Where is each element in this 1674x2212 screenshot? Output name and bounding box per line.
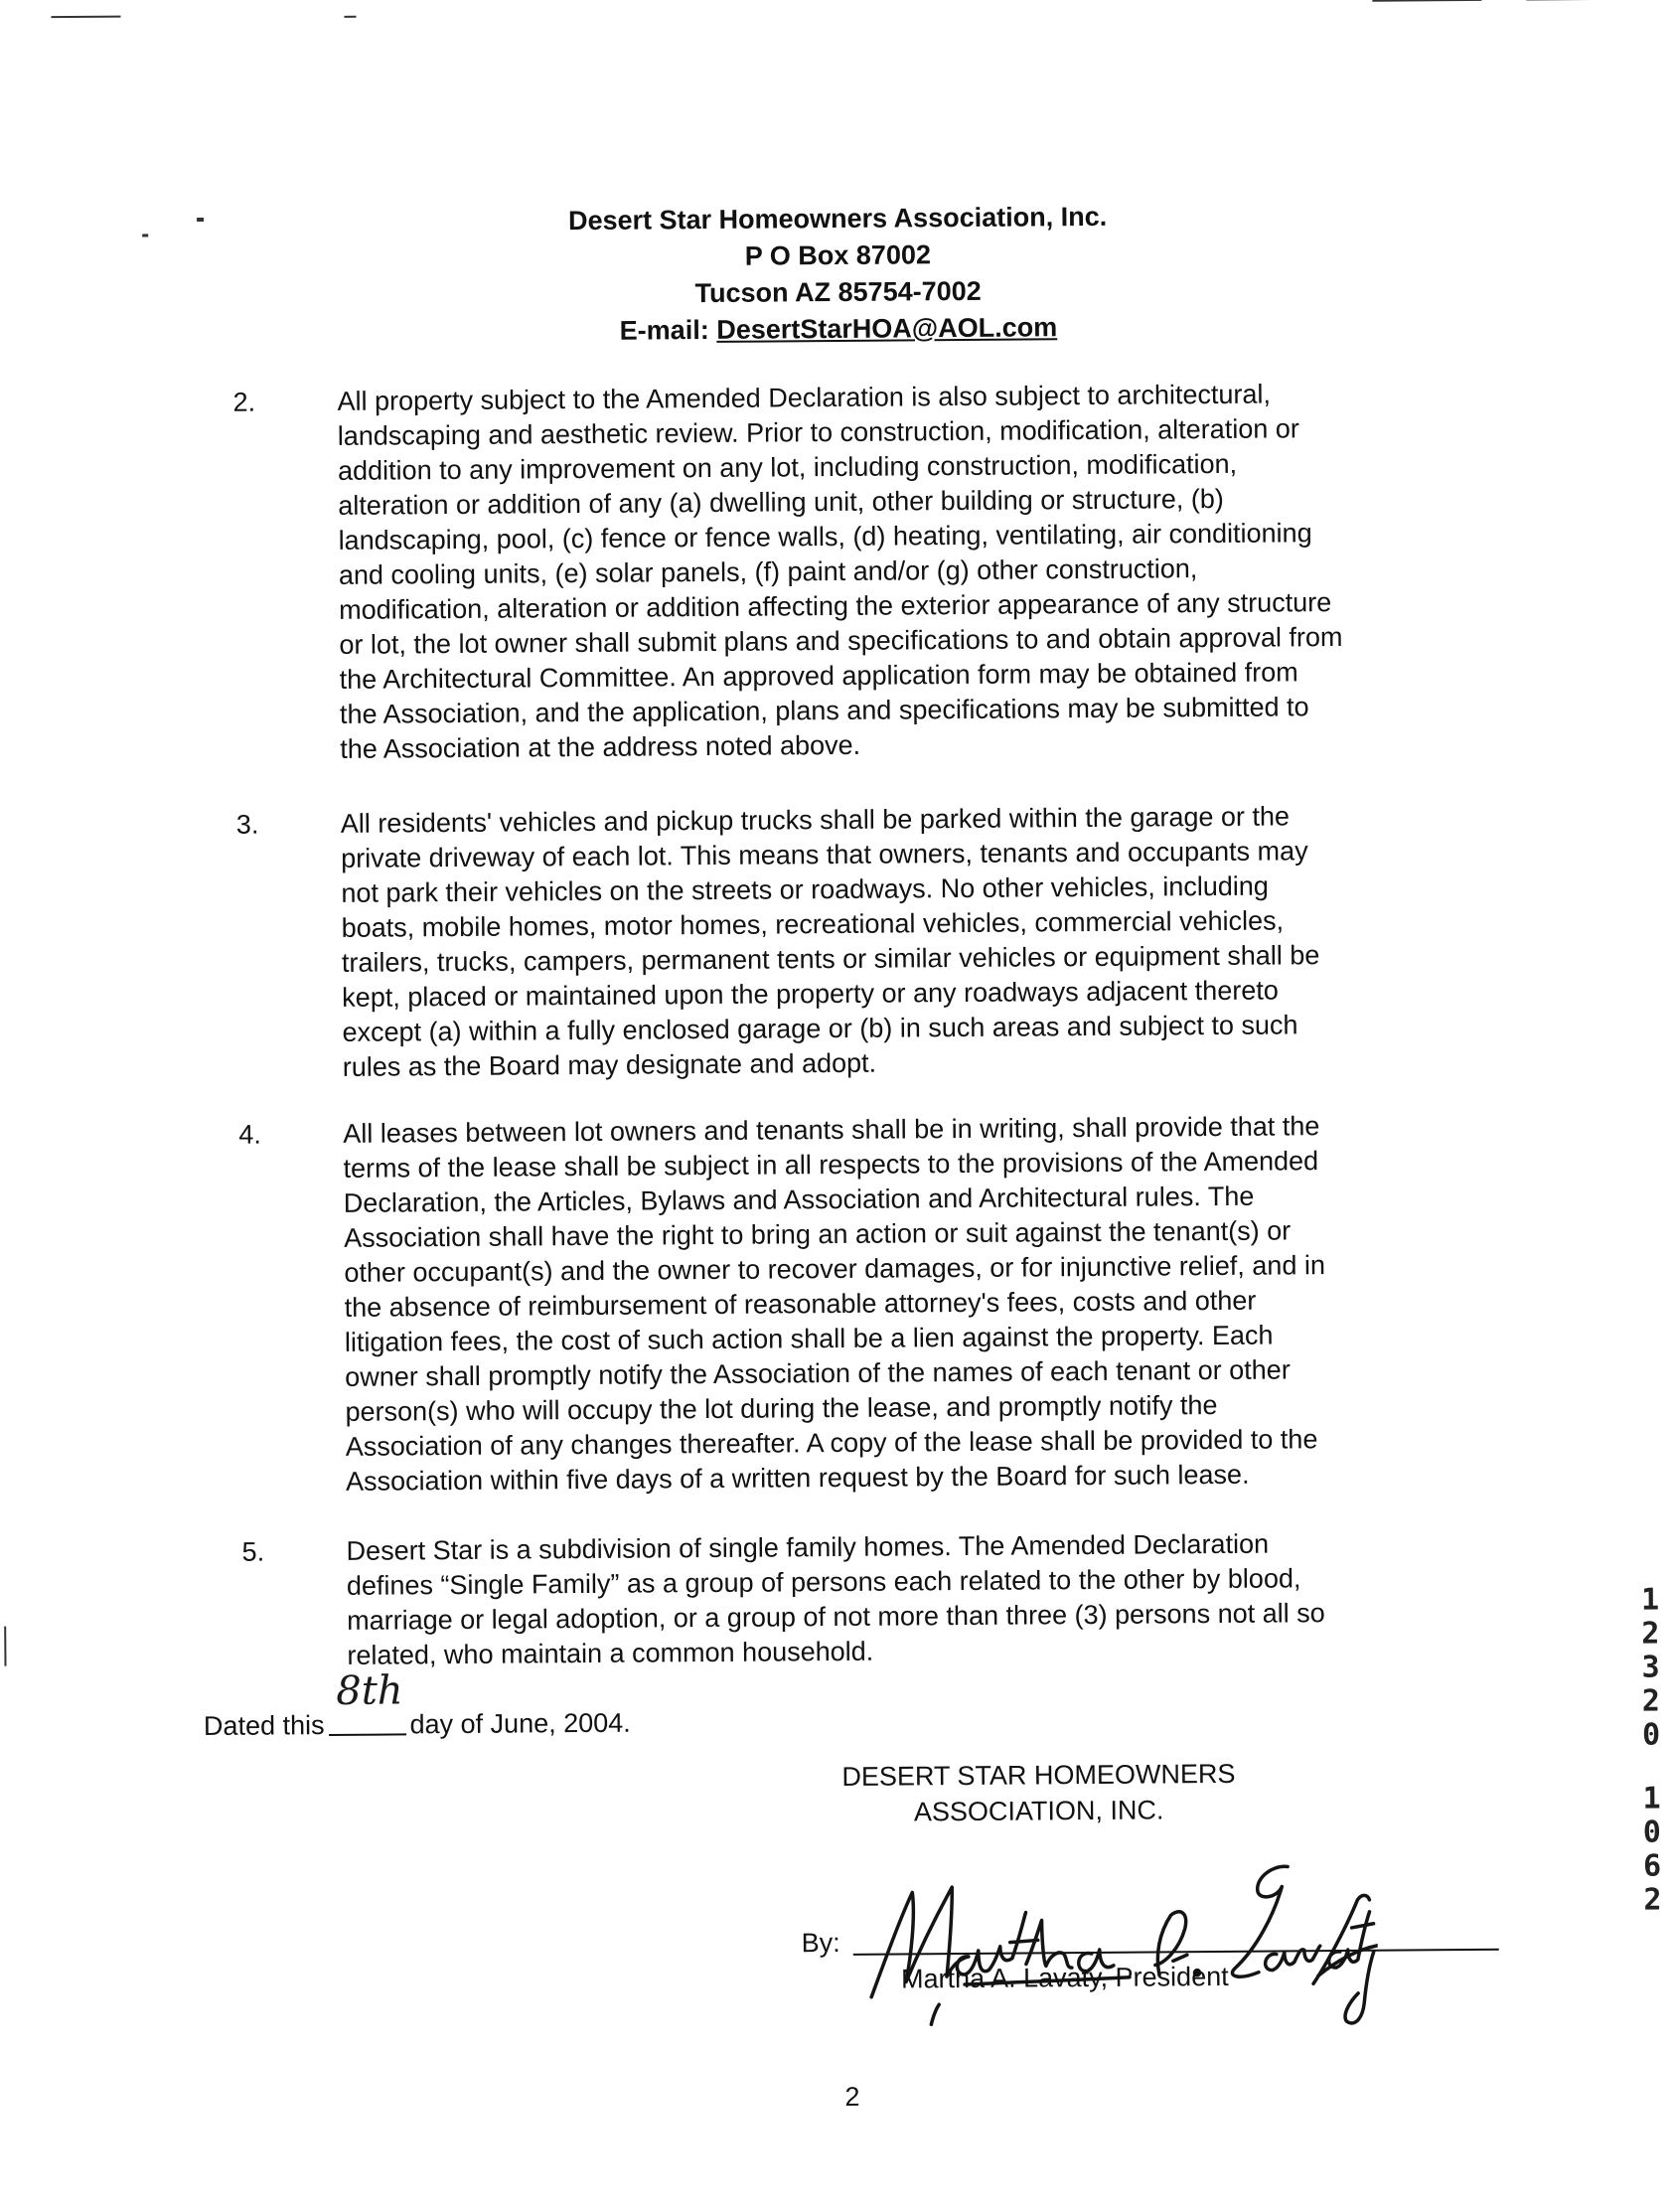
text-line: litigation fees, the cost of such action shall be a lien against the property. Each [344, 1320, 1274, 1357]
item-number: 2. [232, 387, 256, 417]
list-item [241, 1525, 1493, 1670]
item-text [346, 1525, 1489, 1673]
page-number: 2 [844, 2081, 860, 2112]
item-text [341, 798, 1485, 1085]
email-line [391, 307, 1286, 351]
text-line: alteration or addition of any (a) dwelling unit, other building or structure, (b) [338, 483, 1224, 521]
text-line: defines “Single Family” as a group of persons each related to the other by blood, [346, 1563, 1301, 1601]
list-item [235, 798, 1488, 1082]
list-item [232, 376, 1484, 764]
stamp-digit: 1 [1640, 1582, 1660, 1618]
item-number: 5. [241, 1536, 265, 1567]
text-line: person(s) who will occupy the lot during the lease, and promptly notify the [345, 1389, 1218, 1427]
dated-line [203, 1667, 631, 1744]
stamp-digit: 0 [1641, 1717, 1661, 1753]
text-line: private driveway of each lot. This means that owners, tenants and occupants may [341, 836, 1308, 873]
text-line: modification, alteration or addition affecting the exterior appearance of any structure [339, 587, 1332, 625]
text-line: Association shall have the right to bring an action or suit against the tenant(s) or [344, 1215, 1292, 1253]
scan-artifact [344, 16, 356, 18]
stamp-digit: 3 [1641, 1650, 1660, 1685]
date-blank [328, 1667, 405, 1736]
text-line: related, who maintain a common household. [347, 1636, 874, 1670]
dated-prefix: Dated this [203, 1710, 325, 1742]
recording-number-stamp [1633, 1583, 1670, 1917]
sig-org-line2: ASSOCIATION, INC. [913, 1795, 1164, 1827]
text-line: the Architectural Committee. An approved application form may be obtained from [339, 657, 1298, 695]
item-text [343, 1108, 1488, 1500]
email-label: E-mail: [619, 314, 709, 346]
stamp-gap [1634, 1752, 1668, 1782]
text-line: except (a) within a fully enclosed garage or (b) in such areas and subject to such [342, 1010, 1298, 1047]
stamp-digit: 6 [1642, 1848, 1662, 1884]
sig-org-line1: DESERT STAR HOMEOWNERS [841, 1758, 1236, 1792]
text-line: not park their vehicles on the streets or roadways. No other vehicles, including [341, 870, 1269, 908]
item-number: 3. [235, 809, 259, 840]
signer-name: Martha A. Lavaty, President [900, 1961, 1229, 1994]
text-line: terms of the lease shall be subject in all respects to the provisions of the Amended [343, 1146, 1319, 1184]
text-line: owner shall promptly notify the Association of the names of each tenant or other [345, 1354, 1291, 1392]
text-line: Desert Star is a subdivision of single family homes. The Amended Declaration [346, 1528, 1270, 1566]
text-line: and cooling units, (e) solar panels, (f) paint and/or (g) other construction, [338, 553, 1198, 590]
by-label: By: [801, 1927, 840, 1959]
text-line: kept, placed or maintained upon the property or any roadways adjacent thereto [342, 975, 1279, 1013]
text-line: landscaping and aesthetic review. Prior to construction, modification, alteration or [337, 413, 1299, 451]
stamp-digit: 2 [1641, 1683, 1661, 1719]
text-line: All property subject to the Amended Declaration is also subject to architectural, [337, 379, 1272, 416]
dated-suffix: day of June, 2004. [409, 1707, 631, 1740]
text-line: Association of any changes thereafter. A copy of the lease shall be provided to the [345, 1424, 1318, 1462]
scan-artifact [197, 218, 204, 222]
text-line: other occupant(s) and the owner to recover damages, or for injunctive relief, and in [344, 1250, 1326, 1288]
handwritten-signature [860, 1844, 1378, 2037]
text-line: the Association at the address noted above. [340, 729, 861, 764]
signature-block-org [790, 1755, 1288, 1830]
scan-artifact [1526, 0, 1605, 1]
stamp-digit: 2 [1641, 1616, 1660, 1652]
text-line: All residents' vehicles and pickup trucks shall be parked within the garage or the [340, 801, 1291, 839]
stamp-digit: 2 [1643, 1882, 1662, 1918]
scan-artifact [4, 1627, 6, 1666]
text-line: Declaration, the Articles, Bylaws and Association and Architectural rules. The [343, 1181, 1255, 1218]
scan-artifact [1372, 0, 1481, 2]
scan-artifact [51, 16, 120, 19]
scan-artifact [142, 234, 148, 237]
org-name: Desert Star Homeowners Association, Inc. [567, 201, 1108, 237]
text-line: boats, mobile homes, motor homes, recreational vehicles, commercial vehicles, [341, 905, 1285, 943]
letterhead [390, 197, 1286, 351]
list-item [238, 1108, 1490, 1497]
item-number: 4. [238, 1119, 261, 1150]
text-line: or lot, the lot owner shall submit plans and specifications to and obtain approval from [339, 621, 1343, 660]
po-box: P O Box 87002 [744, 239, 932, 271]
stamp-digit: 0 [1642, 1815, 1662, 1850]
text-line: marriage or legal adoption, or a group of not more than three (3) persons not all so [347, 1598, 1325, 1636]
text-line: rules as the Board may designate and adopt. [342, 1047, 877, 1082]
city-state-zip: Tucson AZ 85754-7002 [694, 275, 982, 309]
handwritten-day: 8th [336, 1667, 403, 1714]
text-line: All leases between lot owners and tenants shall be in writing, shall provide that the [343, 1111, 1320, 1149]
item-text [337, 376, 1482, 767]
text-line: landscaping, pool, (c) fence or fence walls, (d) heating, ventilating, air conditioning [338, 518, 1312, 555]
text-line: Association within five days of a written request by the Board for such lease. [345, 1459, 1250, 1497]
email-link[interactable]: DesertStarHOA@AOL.com [716, 312, 1058, 345]
text-line: addition to any improvement on any lot, including construction, modification, [337, 448, 1238, 486]
text-line: trailers, trucks, campers, permanent tents or similar vehicles or equipment shall be [341, 940, 1320, 978]
text-line: the Association, and the application, plans and specifications may be submitted to [339, 692, 1309, 729]
stamp-digit: 1 [1642, 1781, 1661, 1817]
text-line: the absence of reimbursement of reasonable attorney's fees, costs and other [344, 1285, 1257, 1323]
